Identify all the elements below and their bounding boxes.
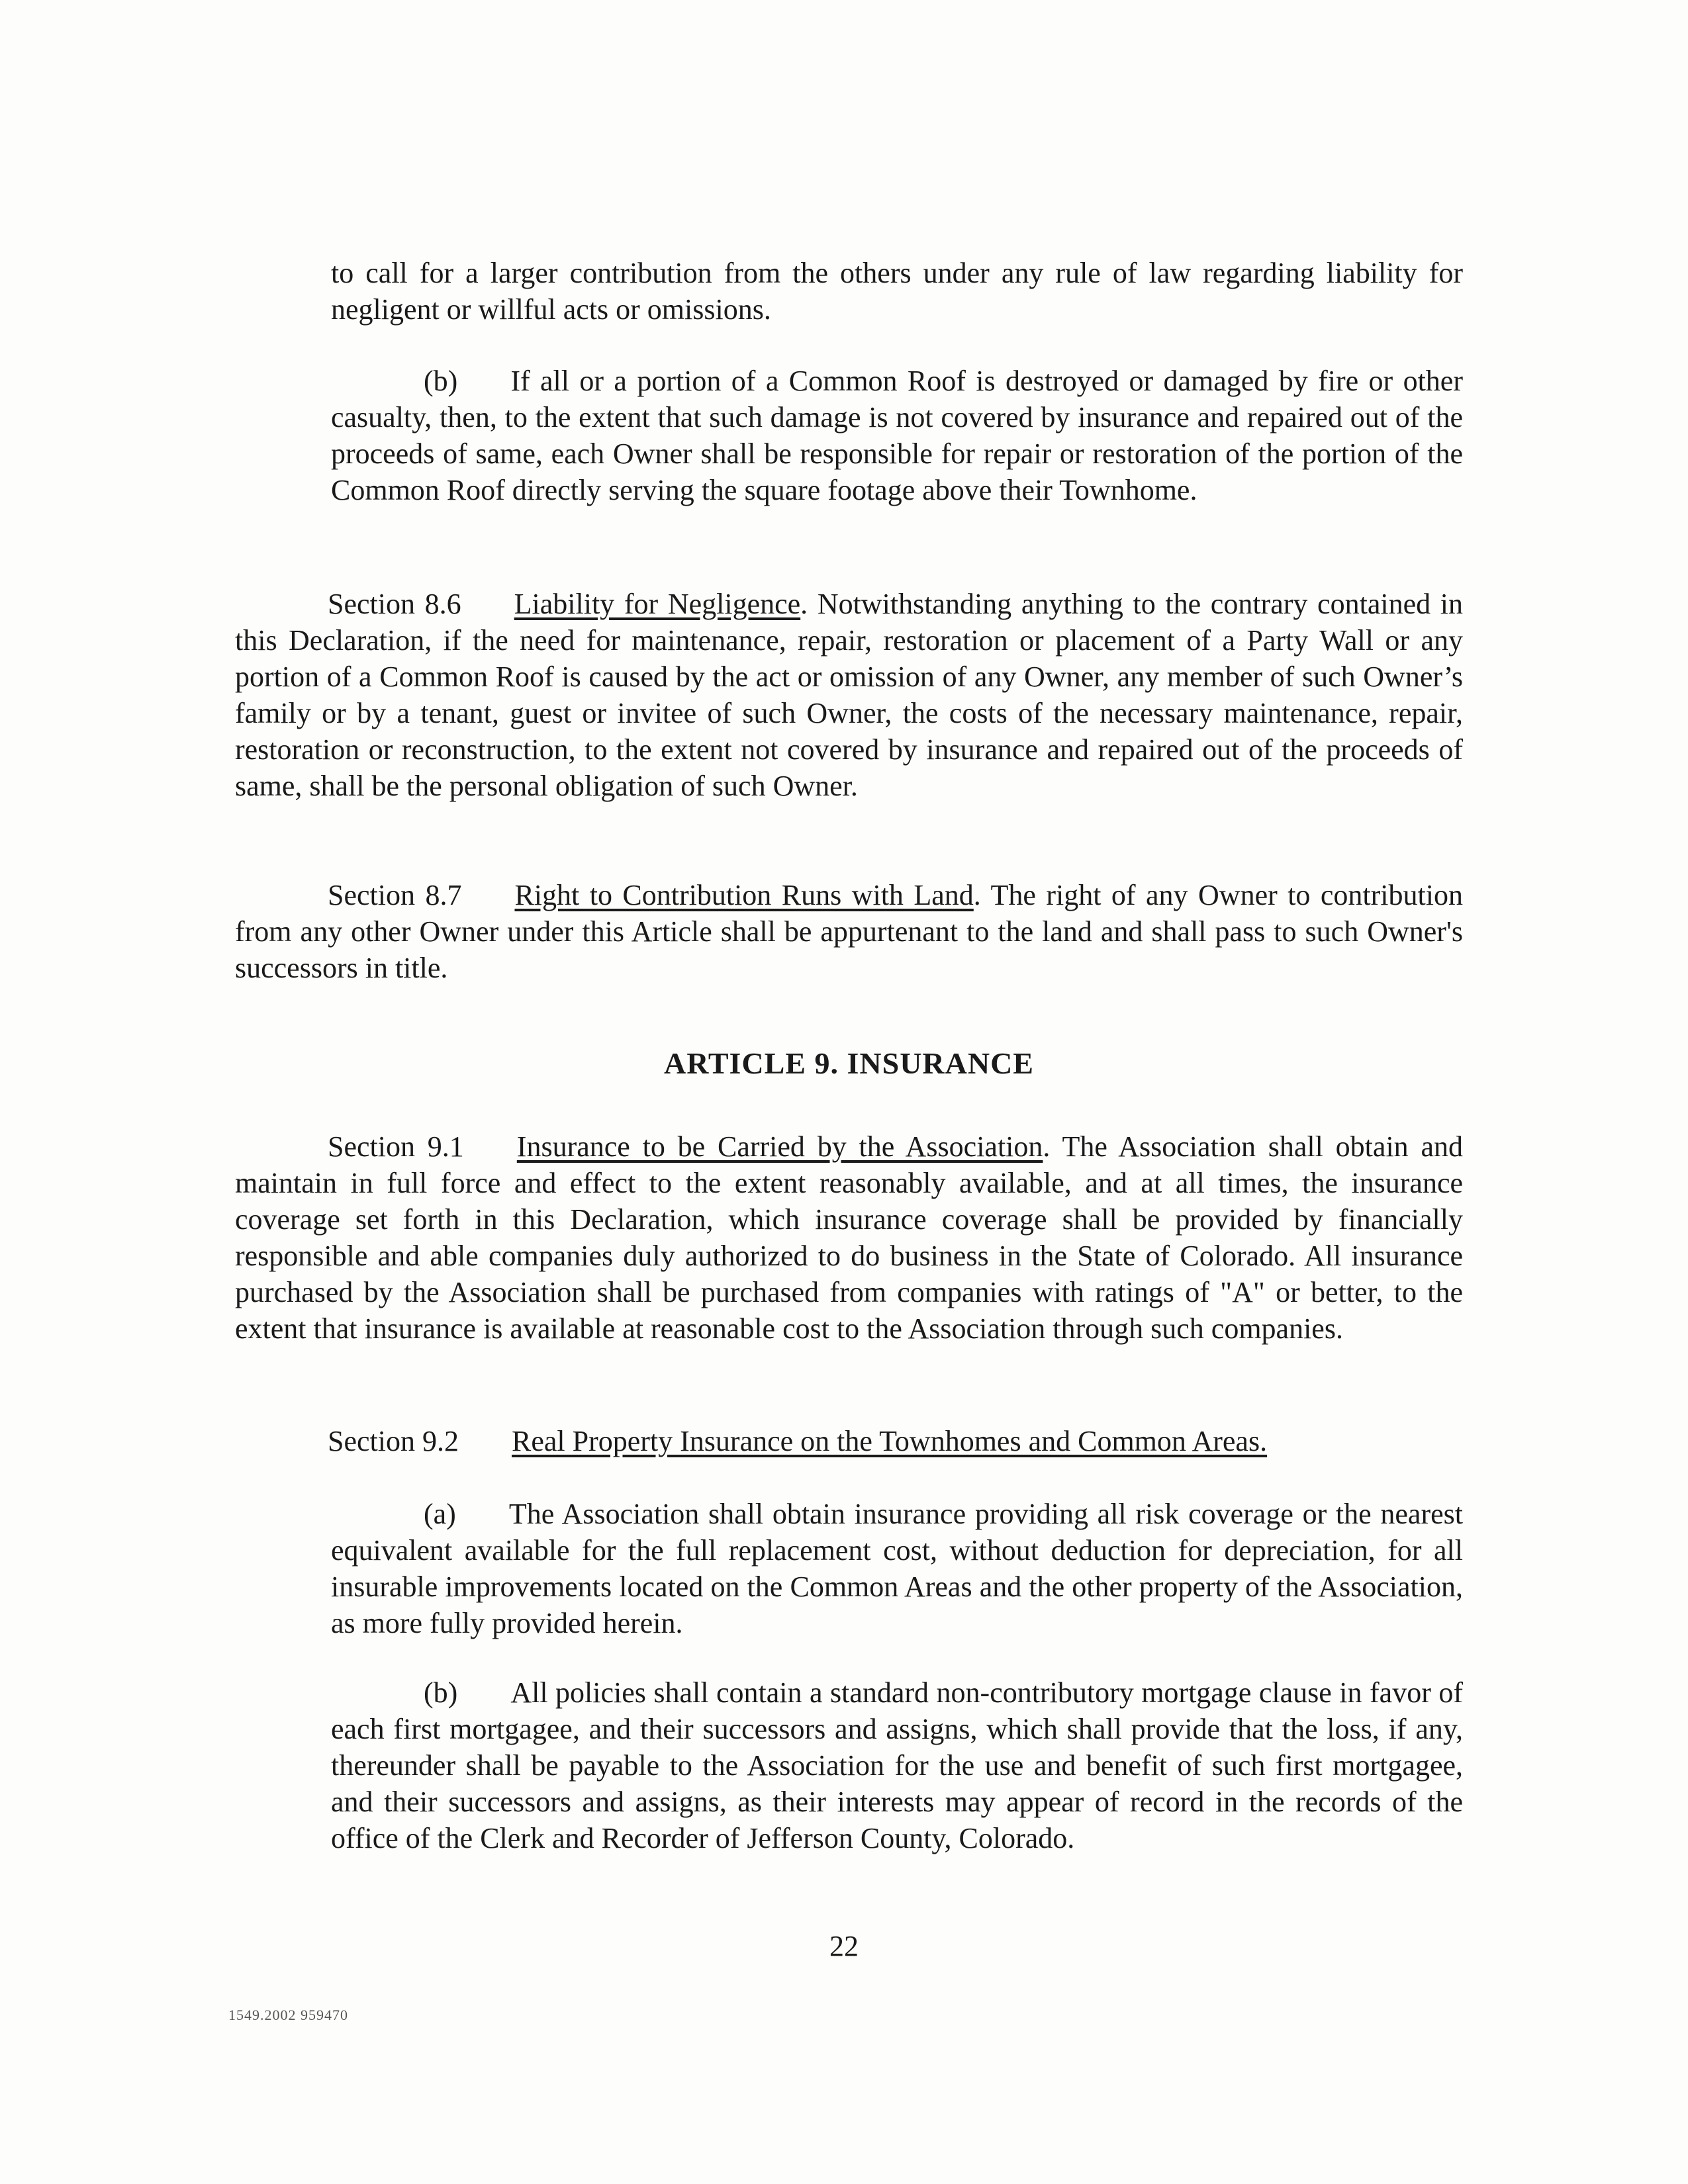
subsection-text: The Association shall obtain insurance providing all risk coverage or the nearest equivalent available for the full replacement cost, without deduction for depreciation, for all insurable improvements located on the Common Areas and the other property of the Association, as more fully provided herein. xyxy=(331,1498,1463,1639)
section-text: The Association shall obtain and maintain in full force and effect to the extent reasonably available, and at all times, the insurance coverage set forth in this Declaration, which insurance coverage shall be provided by financially responsible and able companies duly authorized to do business in the State of Colorado. All insurance purchased by the Association shall be purchased from companies with ratings of "A" or better, to the extent that insurance is available at reasonable cost to the Association through such companies. xyxy=(235,1130,1463,1345)
section-title: Liability for Negligence xyxy=(514,588,801,620)
section-title: Real Property Insurance on the Townhomes and Common Areas. xyxy=(511,1425,1268,1457)
section-8-6: Section 8.6 Liability for Negligence. Notwithstanding anything to the contrary contained in this Declaration, if the need for maintenance, repair, restoration or placement of a Party Wall or any portion of a Common Roof is caused by the act or omission of any Owner, any member of such Owner’s family or by a tenant, guest or invitee of such Owner, the costs of the necessary maintenance, repair, restoration or reconstruction, to the extent not covered by insurance and repaired out of the proceeds of same, shall be the personal obligation of such Owner. xyxy=(235,588,1463,802)
paragraph-8-5-b xyxy=(331,363,1463,508)
subsection-label: (a) xyxy=(424,1498,456,1530)
section-number: Section 9.2 xyxy=(328,1425,459,1457)
subsection-text: All policies shall contain a standard non-contributory mortgage clause in favor of each first mortgagee, and their successors and assigns, which shall provide that the loss, if any, thereunder shall be payable to the Association for the use and benefit of such first mortgagee, and their successors and assigns, as their interests may appear of record in the records of the office of the Clerk and Recorder of Jefferson County, Colorado. xyxy=(331,1676,1463,1854)
section-9-1: Section 9.1 Insurance to be Carried by the Association. The Association shall obtain and maintain in full force and effect to the extent reasonably available, and at all times, the insurance coverage set forth in this Declaration, which insurance coverage shall be provided by financially responsible and able companies duly authorized to do business in the State of Colorado. All insurance purchased by the Association shall be purchased from companies with ratings of "A" or better, to the extent that insurance is available at reasonable cost to the Association through such companies. xyxy=(235,1130,1463,1345)
section-title: Insurance to be Carried by the Association xyxy=(516,1130,1043,1163)
section-number: Section 8.6 xyxy=(328,588,461,620)
subsection-text: If all or a portion of a Common Roof is destroyed or damaged by fire or other casualty, then, to the extent that such damage is not covered by insurance and repaired out of the proceeds of same, each Owner shall be responsible for repair or restoration of the portion of the Common Roof directly serving the square footage above their Townhome. xyxy=(331,365,1463,506)
section-text: Notwithstanding anything to the contrary contained in this Declaration, if the need for maintenance, repair, restoration or placement of a Party Wall or any portion of a Common Roof is caused by the act or omission of any Owner, any member of such Owner’s family or by a tenant, guest or invitee of such Owner, the costs of the necessary maintenance, repair, restoration or reconstruction, to the extent not covered by insurance and repaired out of the proceeds of same, shall be the personal obligation of such Owner. xyxy=(235,588,1463,802)
section-9-2-heading xyxy=(328,1423,1466,1459)
article-heading: ARTICLE 9. INSURANCE xyxy=(664,1046,1034,1080)
section-8-7: Section 8.7 Right to Contribution Runs with Land. The right of any Owner to contribution from any other Owner under this Article shall be appurtenant to the land and shall pass to such Owner's successors in title. xyxy=(235,879,1463,984)
document-id: 1549.2002 959470 xyxy=(228,2007,348,2023)
subsection-label: (b) xyxy=(424,1676,458,1709)
section-text: The right of any Owner to contribution from any other Owner under this Article shall be appurtenant to the land and shall pass to such Owner's successors in title. xyxy=(235,879,1463,984)
section-number: Section 9.1 xyxy=(328,1130,464,1163)
paragraph-9-2-b xyxy=(331,1674,1463,1856)
paragraph-9-2-a xyxy=(331,1496,1463,1641)
section-number: Section 8.7 xyxy=(328,879,462,911)
section-title: Right to Contribution Runs with Land xyxy=(514,879,974,911)
subsection-label: (b) xyxy=(424,365,458,397)
continuation-paragraph: to call for a larger contribution from the others under any rule of law regarding liability for negligent or willful acts or omissions. xyxy=(331,257,1463,326)
page-number: 22 xyxy=(829,1930,859,1962)
